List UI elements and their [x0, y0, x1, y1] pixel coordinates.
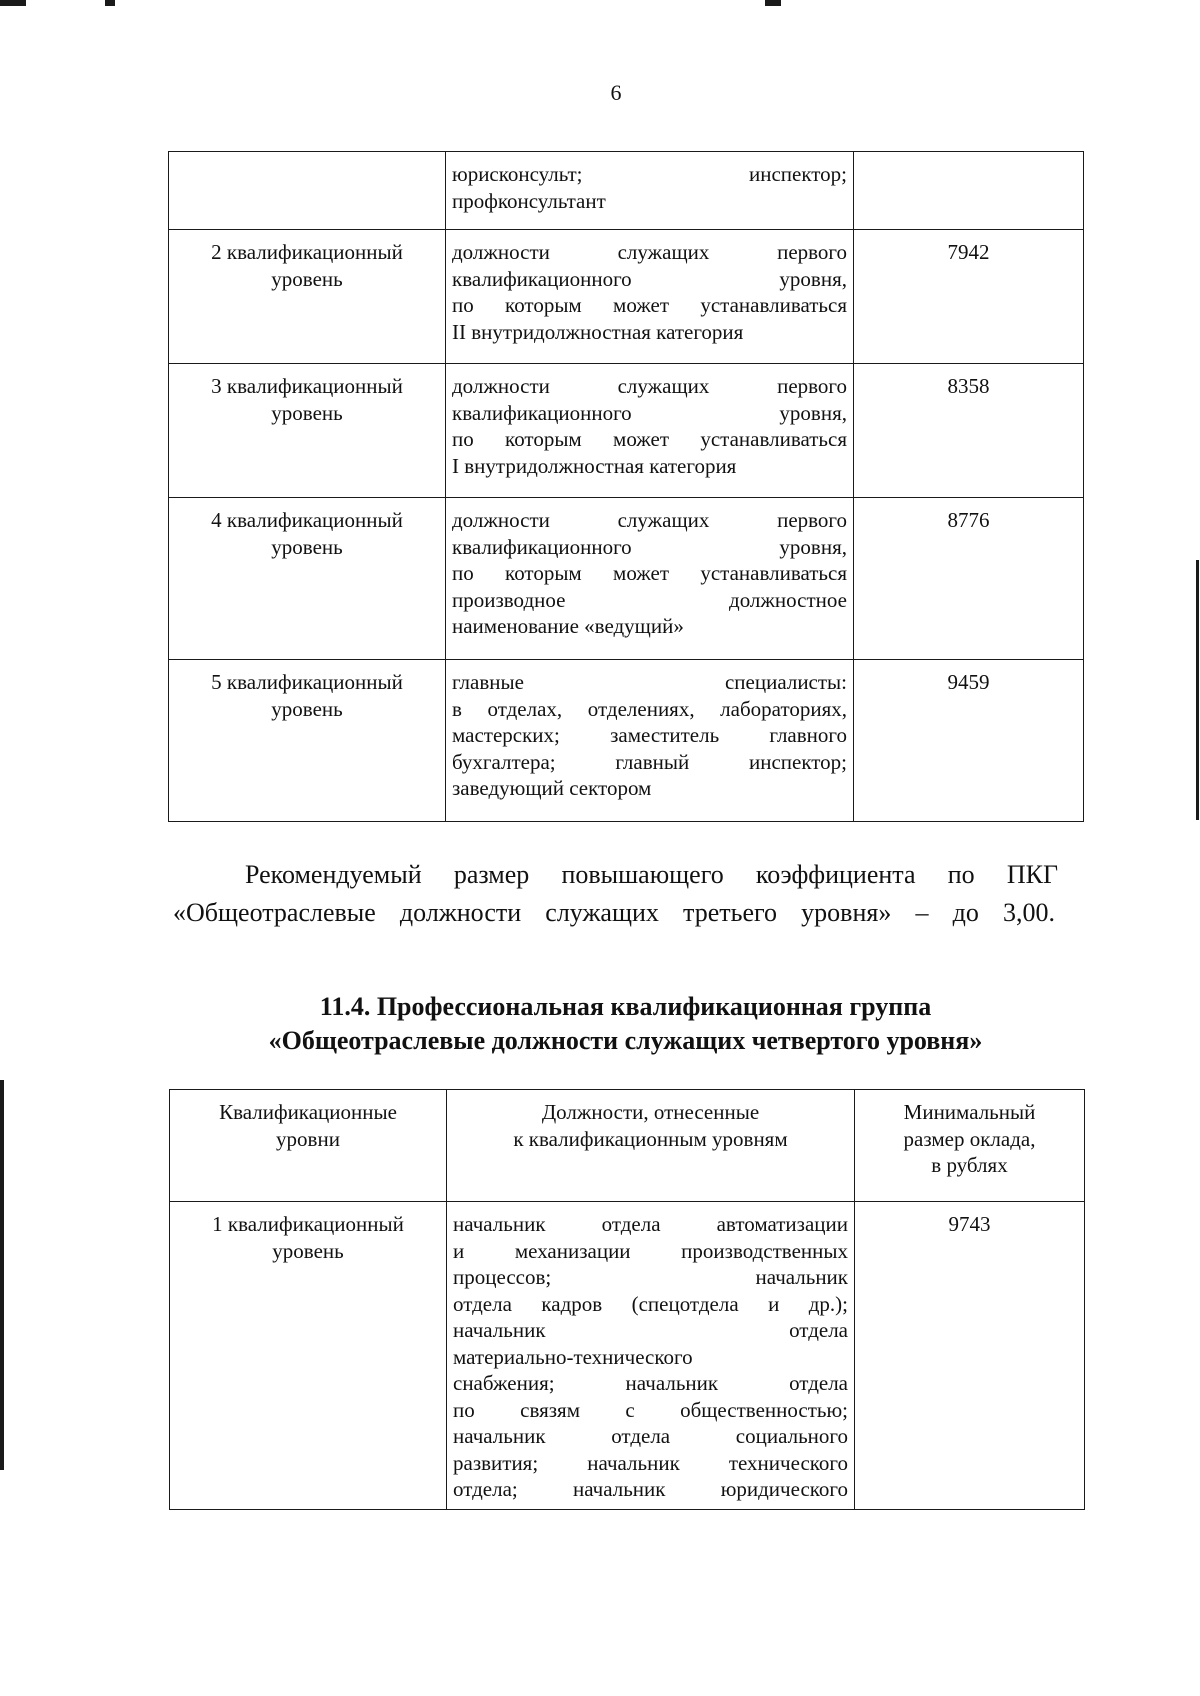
qualification-table-top: [168, 151, 1084, 822]
scan-artifact-top-center: [765, 0, 781, 6]
header-salary-line-2: размер оклада,: [903, 1126, 1036, 1151]
scan-artifact-top-left-2: [105, 0, 115, 6]
level-cell: 2 квалификационный уровень: [169, 230, 446, 364]
section-heading-line-2: «Общеотраслевые должности служащих четвертого уровня»: [268, 1026, 983, 1055]
table-header-row: [170, 1090, 1085, 1202]
duties-line: производное должностное: [452, 587, 847, 612]
duties-line: заведующий сектором: [452, 776, 652, 800]
duties-line: снабжения; начальник отдела: [453, 1371, 848, 1395]
salary-cell: 7942: [854, 230, 1084, 364]
header-salary: [855, 1090, 1085, 1202]
header-salary-line-1: Минимальный: [903, 1100, 1036, 1124]
page-number: 6: [610, 80, 622, 105]
duties-line: по которым может устанавливаться: [452, 427, 847, 451]
duties-cell: [446, 152, 854, 230]
duties-line: по которым может устанавливаться: [452, 561, 847, 585]
duties-line: квалификационного уровня,: [452, 400, 847, 425]
table-row: [169, 364, 1084, 498]
duties-line: главные специалисты:: [452, 670, 847, 694]
duties-line: и механизации производственных: [453, 1238, 848, 1263]
duties-line: должности служащих первого: [452, 374, 847, 398]
salary-cell: [854, 152, 1084, 230]
duties-cell: [447, 1202, 855, 1510]
salary-cell: 9743: [855, 1202, 1085, 1510]
table-row: [169, 152, 1084, 230]
level-cell: 1 квалификационный уровень: [170, 1202, 447, 1510]
duties-line: по которым может устанавливаться: [452, 293, 847, 317]
header-salary-line-3: в рублях: [931, 1153, 1008, 1177]
duties-line: в отделах, отделениях, лабораториях,: [452, 696, 847, 721]
scan-artifact-left-edge: [0, 1080, 4, 1470]
table-row: [169, 660, 1084, 822]
salary-cell: 8776: [854, 498, 1084, 660]
duties-line: профконсультант: [452, 188, 606, 213]
header-positions-line-1: Должности, отнесенные: [541, 1100, 760, 1124]
duties-line: по связям с общественностью;: [453, 1397, 848, 1422]
duties-line: отдела кадров (спецотдела и др.);: [453, 1291, 848, 1316]
duties-line: должности служащих первого: [452, 240, 847, 264]
header-levels: Квалификационные уровни: [170, 1090, 447, 1202]
duties-line: материально-технического: [453, 1344, 693, 1369]
duties-line: II внутридолжностная категория: [452, 319, 744, 344]
scan-artifact-top-left: [0, 0, 26, 6]
table-row: [169, 230, 1084, 364]
duties-cell: [446, 660, 854, 822]
duties-line: мастерских; заместитель главного: [452, 723, 847, 747]
duties-line: бухгалтера; главный инспектор;: [452, 749, 847, 774]
duties-line: начальник отдела автоматизации: [453, 1212, 848, 1236]
level-cell: 5 квалификационный уровень: [169, 660, 446, 822]
coefficient-paragraph-line-2: «Общеотраслевые должности служащих третьего уровня» – до 3,00.: [173, 898, 1055, 927]
header-positions: [447, 1090, 855, 1202]
table-row: [170, 1202, 1085, 1510]
duties-line: процессов; начальник: [453, 1265, 848, 1289]
qualification-table-bottom: [169, 1089, 1085, 1510]
duties-cell: [446, 230, 854, 364]
coefficient-paragraph-line-1: Рекомендуемый размер повышающего коэффициента по ПКГ: [245, 860, 1058, 889]
salary-cell: 8358: [854, 364, 1084, 498]
header-positions-line-2: к квалификационным уровням: [513, 1126, 788, 1151]
level-cell: [169, 152, 446, 230]
coefficient-paragraph: [168, 856, 1058, 932]
duties-cell: [446, 364, 854, 498]
duties-line: наименование «ведущий»: [452, 614, 684, 638]
duties-line: I внутридолжностная категория: [452, 453, 737, 478]
scan-artifact-right-edge: [1196, 560, 1199, 820]
duties-line: квалификационного уровня,: [452, 266, 847, 291]
table-row: [169, 498, 1084, 660]
duties-line: квалификационного уровня,: [452, 534, 847, 559]
level-cell: 4 квалификационный уровень: [169, 498, 446, 660]
duties-line: начальник отдела: [453, 1318, 848, 1342]
duties-cell: [446, 498, 854, 660]
duties-line: отдела; начальник юридического: [453, 1477, 848, 1501]
duties-line: должности служащих первого: [452, 508, 847, 532]
duties-line: развития; начальник технического: [453, 1450, 848, 1475]
section-heading: [168, 990, 1083, 1058]
level-cell: 3 квалификационный уровень: [169, 364, 446, 498]
salary-cell: 9459: [854, 660, 1084, 822]
duties-line: юрисконсульт; инспектор;: [452, 162, 847, 186]
duties-line: начальник отдела социального: [453, 1424, 848, 1448]
section-heading-line-1: 11.4. Профессиональная квалификационная группа: [319, 992, 932, 1021]
